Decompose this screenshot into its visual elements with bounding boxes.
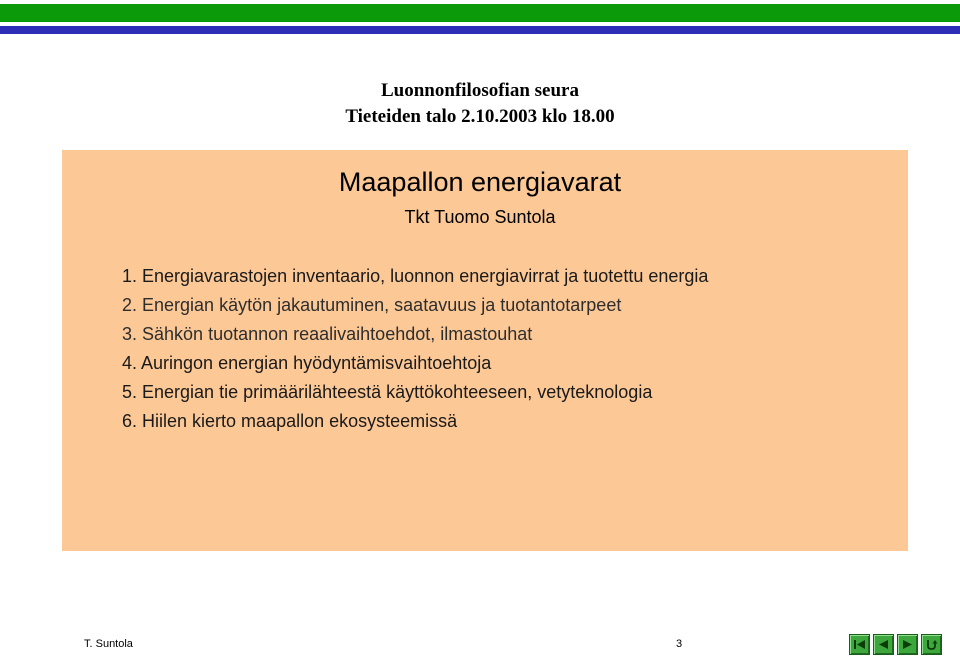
return-button[interactable] <box>921 634 942 655</box>
slide-navigation <box>849 634 942 655</box>
topic-item-4: 4. Auringon energian hyödyntämisvaihtoehtoja <box>122 353 492 373</box>
return-icon <box>925 638 938 651</box>
slide-subtitle: Tkt Tuomo Suntola <box>404 207 556 227</box>
event-organizer: Luonnonfilosofian seura <box>381 80 579 101</box>
previous-slide-button[interactable] <box>873 634 894 655</box>
footer-author: T. Suntola <box>84 638 133 650</box>
event-header <box>0 78 960 130</box>
topic-item-5: 5. Energian tie primäärilähteestä käyttökohteeseen, vetyteknologia <box>122 382 653 402</box>
event-venue-date: Tieteiden talo 2.10.2003 klo 18.00 <box>345 106 615 127</box>
next-slide-icon <box>901 638 914 651</box>
first-slide-icon <box>853 638 866 651</box>
topic-item-3: 3. Sähkön tuotannon reaalivaihtoehdot, ilmastouhat <box>122 324 533 344</box>
topic-list <box>122 262 708 436</box>
first-slide-button[interactable] <box>849 634 870 655</box>
topic-item-6: 6. Hiilen kierto maapallon ekosysteemissä <box>122 411 458 431</box>
top-green-bar <box>0 4 960 22</box>
slide-title: Maapallon energiavarat <box>338 167 622 197</box>
topic-item-2: 2. Energian käytön jakautuminen, saatavuus ja tuotantotarpeet <box>122 295 622 315</box>
previous-slide-icon <box>877 638 890 651</box>
top-blue-bar <box>0 26 960 34</box>
topic-item-1: 1. Energiavarastojen inventaario, luonnon energiavirrat ja tuotettu energia <box>122 266 709 286</box>
next-slide-button[interactable] <box>897 634 918 655</box>
page-number: 3 <box>676 638 683 650</box>
